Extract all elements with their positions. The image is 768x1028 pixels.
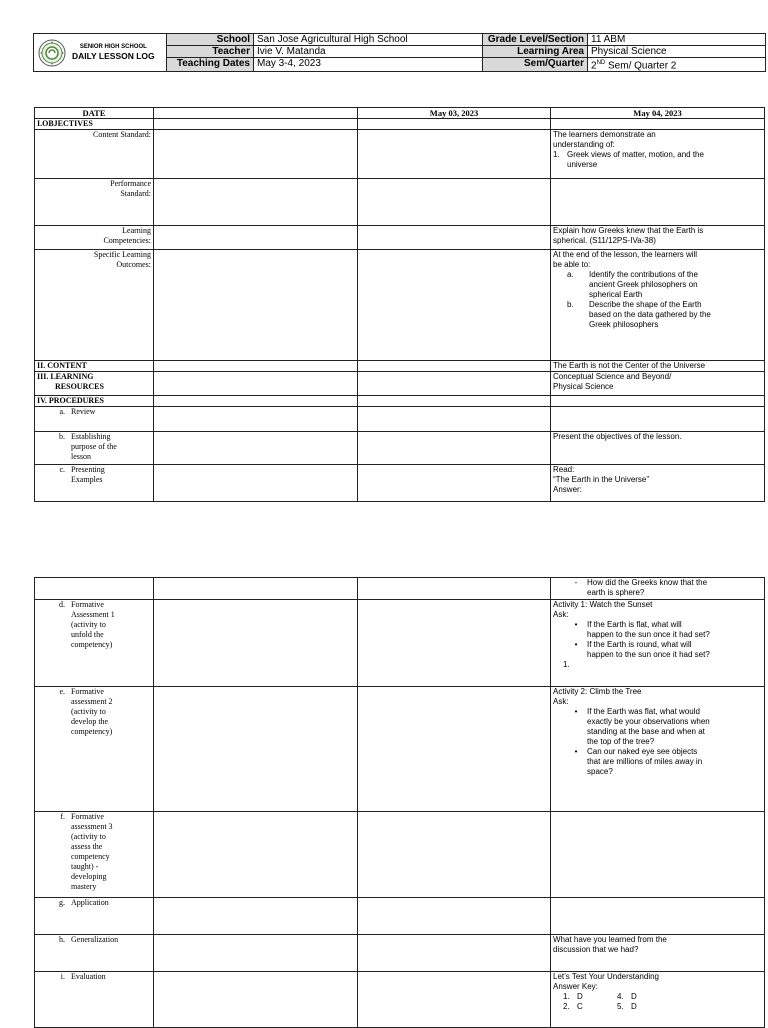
teacher-value: Ivie V. Matanda <box>254 46 483 58</box>
continuation-value: - How did the Greeks know that the earth is sphere? <box>551 578 765 600</box>
continuation-row <box>35 578 765 600</box>
formative-3-label: f. Formative assessment 3 (activity to assess the competency taught) - developing mastery <box>35 812 154 898</box>
evaluation-value: Let’s Test Your Understanding Answer Key: 1. D 4. D 2. C 5. D <box>551 972 765 1028</box>
resources-label: III. LEARNING RESOURCES <box>35 372 154 396</box>
logo-line-2: DAILY LESSON LOG <box>72 51 155 62</box>
day2-date: May 04, 2023 <box>551 108 765 119</box>
content-standard-label: Content Standard: <box>35 130 154 179</box>
dates-value: May 3-4, 2023 <box>254 58 483 72</box>
outcomes-label: Specific Learning Outcomes: <box>35 250 154 361</box>
application-label: g. Application <box>35 898 154 935</box>
evaluation-row <box>35 972 765 1028</box>
examples-row <box>35 465 765 502</box>
formative-1-row <box>35 600 765 687</box>
generalization-label: h. Generalization <box>35 935 154 972</box>
purpose-row <box>35 432 765 465</box>
answer-key-row-1: 1. D 4. D <box>563 992 637 1001</box>
outcomes-value: At the end of the lesson, the learners will be able to: a. Identify the contributions of the ancient Greek philosophers on spherical Earth b. Describe the shape of the Earth based on the data gathered by the Greek philosophers <box>551 250 765 361</box>
competencies-value: Explain how Greeks knew that the Earth is spherical. (S11/12PS-IVa-38) <box>551 226 765 250</box>
formative-2-value: Activity 2: Climb the Tree Ask: • If the Earth was flat, what would exactly be your observations when standing at the base and when at the top of the tree? • Can our naked eye see objects that are millions of miles away in space? <box>551 687 765 812</box>
competencies-label: Learning Competencies: <box>35 226 154 250</box>
grade-label: Grade Level/Section <box>483 34 588 46</box>
competencies-row <box>35 226 765 250</box>
performance-row <box>35 179 765 226</box>
objectives-row <box>35 119 765 130</box>
examples-value: Read: “The Earth in the Universe” Answer: <box>551 465 765 502</box>
day1-date: May 03, 2023 <box>358 108 551 119</box>
objectives-label: I.OBJECTIVES <box>35 119 154 130</box>
formative-3-row <box>35 812 765 898</box>
logo-line-1: SENIOR HIGH SCHOOL <box>79 44 147 51</box>
content-row <box>35 361 765 372</box>
purpose-value: Present the objectives of the lesson. <box>551 432 765 465</box>
examples-label: c. Presenting Examples <box>35 465 154 502</box>
area-label: Learning Area <box>483 46 588 58</box>
area-value: Physical Science <box>588 46 766 58</box>
lesson-table-2 <box>34 577 765 1028</box>
review-label: a. Review <box>35 407 154 432</box>
content-label: II. CONTENT <box>35 361 154 372</box>
formative-2-row <box>35 687 765 812</box>
school-value: San Jose Agricultural High School <box>254 34 483 46</box>
evaluation-label: i. Evaluation <box>35 972 154 1028</box>
procedures-label: IV. PROCEDURES <box>35 396 154 407</box>
date-label: DATE <box>35 108 154 119</box>
generalization-value: What have you learned from the discussion that we had? <box>551 935 765 972</box>
resources-row <box>35 372 765 396</box>
header-table <box>33 33 766 72</box>
formative-1-value: Activity 1: Watch the Sunset Ask: • If the Earth is flat, what will happen to the sun once it had set? • If the Earth is round, what will happen to the sun once it had set? 1. <box>551 600 765 687</box>
review-row <box>35 407 765 432</box>
purpose-label: b. Establishing purpose of the lesson <box>35 432 154 465</box>
sem-label: Sem/Quarter <box>483 58 588 72</box>
performance-label: Performance Standard: <box>35 179 154 226</box>
dates-label: Teaching Dates <box>167 58 254 72</box>
content-standard-value: The learners demonstrate an understanding of: 1. Greek views of matter, motion, and the universe <box>551 130 765 179</box>
generalization-row <box>35 935 765 972</box>
grade-value: 11 ABM <box>588 34 766 46</box>
content-value: The Earth is not the Center of the Universe <box>551 361 765 372</box>
logo-cell <box>34 34 167 72</box>
procedures-row <box>35 396 765 407</box>
school-seal-icon <box>38 39 66 67</box>
school-label: School <box>167 34 254 46</box>
teacher-label: Teacher <box>167 46 254 58</box>
resources-value: Conceptual Science and Beyond/ Physical Science <box>551 372 765 396</box>
lesson-table-1 <box>34 107 765 502</box>
sem-value: 2ND Sem/ Quarter 2 <box>588 58 766 72</box>
formative-2-label: e. Formative assessment 2 (activity to develop the competency) <box>35 687 154 812</box>
date-row <box>35 108 765 119</box>
formative-1-label: d. Formative Assessment 1 (activity to unfold the competency) <box>35 600 154 687</box>
content-standard-row <box>35 130 765 179</box>
answer-key-row-2: 2. C 5. D <box>563 1002 637 1011</box>
application-row <box>35 898 765 935</box>
outcomes-row <box>35 250 765 361</box>
